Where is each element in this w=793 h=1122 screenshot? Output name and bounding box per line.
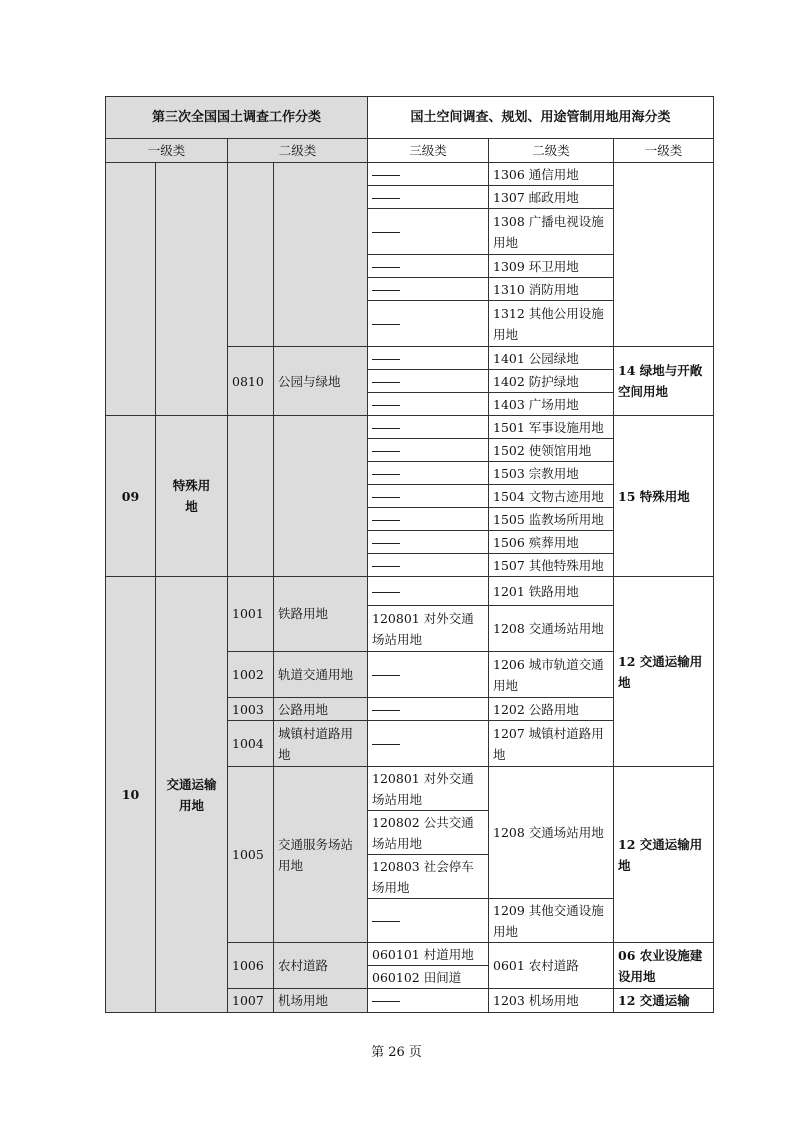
row-1206: 1206 城市轨道交通用地 [489, 652, 614, 698]
code-1004: 1004 [228, 721, 274, 767]
code-1005: 1005 [228, 767, 274, 943]
level1-12: 12 交通运输用地 [614, 577, 714, 767]
cell-blank [274, 416, 368, 577]
dash-cell [368, 255, 489, 278]
dash-cell [368, 485, 489, 508]
name-1007: 机场用地 [274, 989, 368, 1013]
row-1202: 1202 公路用地 [489, 698, 614, 721]
row-1306: 1306 通信用地 [489, 163, 614, 186]
subheader-level1-left: 一级类 [106, 139, 228, 163]
subheader-level3: 三级类 [368, 139, 489, 163]
cell-blank [106, 163, 156, 416]
cell-blank [614, 163, 714, 347]
dash-cell [368, 209, 489, 255]
header-right-title: 国土空间调查、规划、用途管制用地用海分类 [368, 97, 714, 139]
row-1208: 1208 交通场站用地 [489, 606, 614, 652]
cell-blank [228, 163, 274, 347]
level1-12b: 12 交通运输用地 [614, 767, 714, 943]
code-09: 09 [106, 416, 156, 577]
name-1002: 轨道交通用地 [274, 652, 368, 698]
dash-cell [368, 163, 489, 186]
dash-cell [368, 347, 489, 370]
code-1007: 1007 [228, 989, 274, 1013]
row-1312: 1312 其他公用设施用地 [489, 301, 614, 347]
row-1309: 1309 环卫用地 [489, 255, 614, 278]
row-120802: 120802 公共交通场站用地 [368, 811, 489, 855]
row-1308: 1308 广播电视设施用地 [489, 209, 614, 255]
cell-blank [274, 163, 368, 347]
row-060102: 060102 田间道 [368, 966, 489, 989]
name-10: 交通运输用地 [156, 577, 228, 1013]
level1-06: 06 农业设施建设用地 [614, 943, 714, 989]
header-left-title: 第三次全国国土调查工作分类 [106, 97, 368, 139]
level1-15: 15 特殊用地 [614, 416, 714, 577]
dash-cell [368, 370, 489, 393]
row-1401: 1401 公园绿地 [489, 347, 614, 370]
dash-cell [368, 989, 489, 1013]
row-1505: 1505 监教场所用地 [489, 508, 614, 531]
subheader-level1-right: 一级类 [614, 139, 714, 163]
dash-cell [368, 531, 489, 554]
dash-cell [368, 439, 489, 462]
name-09: 特殊用地 [156, 416, 228, 577]
page-number: 第 26 页 [371, 1045, 422, 1060]
dash-cell [368, 462, 489, 485]
dash-cell [368, 577, 489, 606]
row-1201: 1201 铁路用地 [489, 577, 614, 606]
row-060101: 060101 村道用地 [368, 943, 489, 966]
row-1502: 1502 使领馆用地 [489, 439, 614, 462]
name-1001: 铁路用地 [274, 577, 368, 652]
row-120801b: 120801 对外交通场站用地 [368, 767, 489, 811]
dash-cell [368, 721, 489, 767]
subheader-level2-left: 二级类 [228, 139, 368, 163]
name-0810: 公园与绿地 [274, 347, 368, 416]
row-1307: 1307 邮政用地 [489, 186, 614, 209]
row-0601: 0601 农村道路 [489, 943, 614, 989]
code-1003: 1003 [228, 698, 274, 721]
code-10: 10 [106, 577, 156, 1013]
cell-blank [228, 416, 274, 577]
level1-14: 14 绿地与开敞空间用地 [614, 347, 714, 416]
row-1208b: 1208 交通场站用地 [489, 767, 614, 899]
row-1501: 1501 军事设施用地 [489, 416, 614, 439]
code-0810: 0810 [228, 347, 274, 416]
dash-cell [368, 278, 489, 301]
level1-12c: 12 交通运输 [614, 989, 714, 1013]
row-1506: 1506 殡葬用地 [489, 531, 614, 554]
dash-cell [368, 393, 489, 416]
dash-cell [368, 416, 489, 439]
dash-cell [368, 899, 489, 943]
row-1209: 1209 其他交通设施用地 [489, 899, 614, 943]
row-120803: 120803 社会停车场用地 [368, 855, 489, 899]
row-1504: 1504 文物古迹用地 [489, 485, 614, 508]
row-1402: 1402 防护绿地 [489, 370, 614, 393]
dash-cell [368, 698, 489, 721]
row-120801: 120801 对外交通场站用地 [368, 606, 489, 652]
name-1003: 公路用地 [274, 698, 368, 721]
dash-cell [368, 301, 489, 347]
name-1004: 城镇村道路用地 [274, 721, 368, 767]
row-1207: 1207 城镇村道路用地 [489, 721, 614, 767]
dash-cell [368, 554, 489, 577]
name-1005: 交通服务场站用地 [274, 767, 368, 943]
code-1002: 1002 [228, 652, 274, 698]
code-1001: 1001 [228, 577, 274, 652]
dash-cell [368, 186, 489, 209]
code-1006: 1006 [228, 943, 274, 989]
row-1203: 1203 机场用地 [489, 989, 614, 1013]
row-1403: 1403 广场用地 [489, 393, 614, 416]
subheader-level2-right: 二级类 [489, 139, 614, 163]
row-1310: 1310 消防用地 [489, 278, 614, 301]
dash-cell [368, 508, 489, 531]
row-1507: 1507 其他特殊用地 [489, 554, 614, 577]
cell-blank [156, 163, 228, 416]
name-1006: 农村道路 [274, 943, 368, 989]
row-1503: 1503 宗教用地 [489, 462, 614, 485]
dash-cell [368, 652, 489, 698]
land-classification-table [105, 96, 714, 1013]
